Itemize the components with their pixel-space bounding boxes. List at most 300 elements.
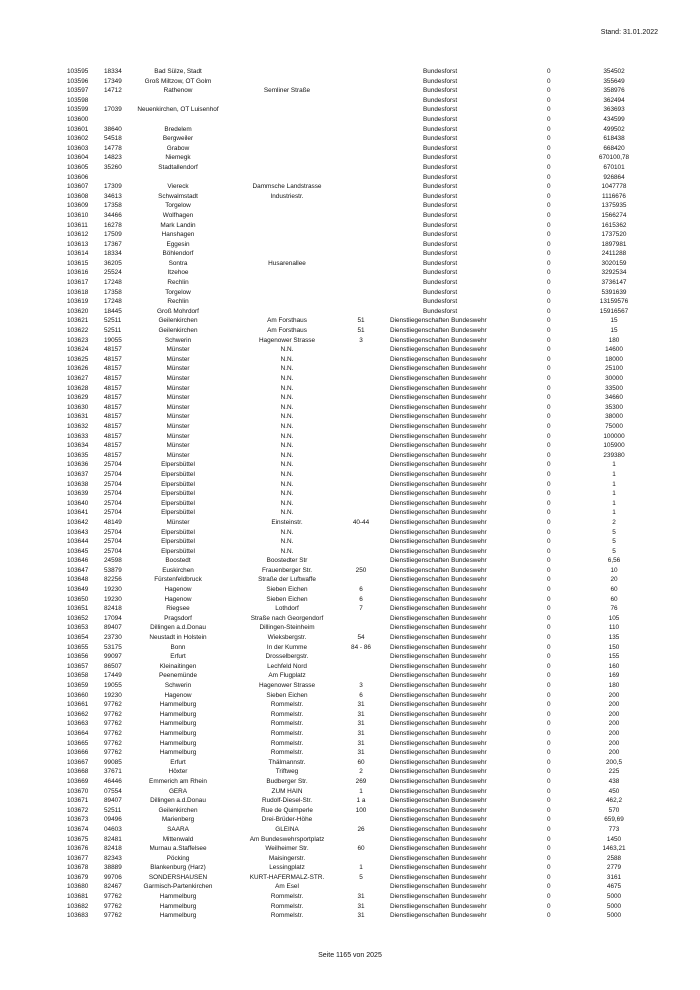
amount: 239380 — [603, 451, 625, 459]
house-number: 1 — [359, 864, 363, 872]
row-id: 103628 — [67, 384, 89, 392]
zero-value: 0 — [547, 68, 551, 75]
table-row — [0, 575, 700, 585]
street: GLEINA — [275, 825, 299, 833]
table-row — [0, 595, 700, 605]
postal-code: 17449 — [104, 672, 122, 680]
category: Bundesforst — [423, 279, 458, 287]
category: Dienstliegenschaften Bundeswehr — [390, 413, 487, 421]
street: N.N. — [280, 432, 294, 440]
city: Hammelburg — [159, 720, 197, 728]
postal-code: 97762 — [104, 912, 122, 920]
table-row — [0, 221, 700, 231]
street: Frauenberger Str. — [261, 566, 313, 574]
row-id: 103634 — [67, 442, 89, 450]
category: Dienstliegenschaften Bundeswehr — [390, 509, 487, 517]
amount: 105 — [608, 614, 620, 622]
street: Rommelstr. — [270, 902, 304, 910]
zero-value: 0 — [547, 231, 551, 239]
zero-value: 0 — [547, 653, 551, 661]
amount: 4675 — [606, 883, 622, 891]
postal-code: 48157 — [104, 451, 122, 459]
postal-code: 82418 — [104, 605, 122, 613]
zero-value: 0 — [547, 538, 551, 546]
city: Elpersbüttel — [161, 547, 195, 555]
category: Bundesforst — [423, 96, 458, 104]
zero-value: 0 — [547, 864, 551, 872]
city: Hammelburg — [159, 893, 197, 901]
postal-code: 97762 — [104, 729, 122, 737]
category: Dienstliegenschaften Bundeswehr — [390, 749, 487, 757]
category: Dienstliegenschaften Bundeswehr — [390, 854, 487, 862]
row-id: 103623 — [67, 336, 89, 344]
street: Straße nach Georgendorf — [250, 614, 324, 622]
row-id: 103621 — [67, 317, 89, 325]
amount: 1 — [612, 461, 616, 469]
row-id: 103639 — [67, 490, 89, 498]
postal-code: 48157 — [104, 403, 122, 411]
zero-value: 0 — [547, 614, 551, 622]
table-row — [0, 604, 700, 614]
street: N.N. — [280, 480, 294, 488]
zero-value: 0 — [547, 691, 551, 699]
amount: 1615362 — [601, 221, 627, 229]
city: Hagenow — [164, 691, 192, 699]
zero-value: 0 — [547, 854, 551, 862]
table-row — [0, 105, 700, 115]
amount: 462,2 — [606, 797, 622, 805]
amount: 1 — [612, 470, 616, 478]
zero-value: 0 — [547, 845, 551, 853]
zero-value: 0 — [547, 480, 551, 488]
street: Am Flugplatz — [268, 672, 306, 680]
street: Einsteinstr. — [271, 518, 303, 526]
category: Dienstliegenschaften Bundeswehr — [390, 576, 487, 584]
category: Dienstliegenschaften Bundeswehr — [390, 893, 487, 901]
zero-value: 0 — [547, 835, 551, 843]
table-row — [0, 144, 700, 154]
row-id: 103653 — [67, 624, 89, 632]
postal-code: 48157 — [104, 346, 122, 354]
amount: 160 — [608, 662, 620, 670]
table-row — [0, 566, 700, 576]
street: ZUM HAIN — [271, 787, 303, 795]
postal-code: 25704 — [104, 499, 122, 507]
amount: 362494 — [603, 96, 625, 104]
table-row — [0, 767, 700, 777]
row-id: 103625 — [67, 355, 89, 363]
category: Bundesforst — [423, 154, 458, 162]
table-row — [0, 748, 700, 758]
zero-value: 0 — [547, 902, 551, 910]
amount: 1047778 — [601, 183, 627, 191]
city: Dillingen a.d.Donau — [150, 624, 206, 632]
table-row — [0, 585, 700, 595]
table-row — [0, 182, 700, 192]
street: N.N. — [280, 422, 294, 430]
zero-value: 0 — [547, 634, 551, 642]
row-id: 103606 — [67, 173, 89, 181]
street: Drosselbergstr. — [265, 653, 309, 661]
amount: 200,5 — [606, 758, 622, 766]
table-row — [0, 125, 700, 135]
postal-code: 18334 — [104, 250, 122, 258]
postal-code: 19230 — [104, 586, 122, 594]
city: Hammelburg — [159, 701, 197, 709]
table-row — [0, 432, 700, 442]
row-id: 103644 — [67, 538, 89, 546]
city: Elpersbüttel — [161, 490, 195, 498]
postal-code: 09496 — [104, 816, 122, 824]
row-id: 103638 — [67, 480, 89, 488]
postal-code: 14823 — [104, 154, 122, 162]
row-id: 103665 — [67, 739, 89, 747]
house-number: 31 — [357, 729, 365, 737]
amount: 34660 — [605, 394, 623, 402]
table-row — [0, 806, 700, 816]
house-number: 26 — [357, 825, 365, 833]
row-id: 103641 — [67, 509, 89, 517]
zero-value: 0 — [547, 192, 551, 200]
table-row — [0, 547, 700, 557]
table-row — [0, 288, 700, 298]
city: Münster — [166, 422, 190, 430]
zero-value: 0 — [547, 154, 551, 162]
city: Murnau a.Staffelsee — [149, 845, 207, 853]
amount: 5 — [612, 538, 616, 546]
house-number: 31 — [357, 912, 365, 920]
row-id: 103656 — [67, 653, 89, 661]
city: Garmisch-Partenkirchen — [143, 883, 213, 891]
amount: 618438 — [603, 135, 625, 143]
table-row — [0, 211, 700, 221]
zero-value: 0 — [547, 787, 551, 795]
row-id: 103598 — [67, 96, 89, 104]
city: Hagenow — [164, 586, 192, 594]
city: Hammelburg — [159, 710, 197, 718]
city: Pragsdorf — [164, 614, 192, 622]
zero-value: 0 — [547, 115, 551, 123]
street: Rommelstr. — [270, 739, 304, 747]
table-row — [0, 374, 700, 384]
city: Münster — [166, 442, 190, 450]
street: N.N. — [280, 394, 294, 402]
amount: 3161 — [606, 873, 622, 881]
postal-code: 17248 — [104, 279, 122, 287]
city: Dillingen a.d.Donau — [150, 797, 206, 805]
category: Dienstliegenschaften Bundeswehr — [390, 672, 487, 680]
category: Dienstliegenschaften Bundeswehr — [390, 394, 487, 402]
category: Dienstliegenschaften Bundeswehr — [390, 614, 487, 622]
category: Dienstliegenschaften Bundeswehr — [390, 777, 487, 785]
amount: 15 — [610, 327, 618, 335]
postal-code: 25704 — [104, 528, 122, 536]
zero-value: 0 — [547, 327, 551, 335]
amount: 670100,78 — [598, 154, 630, 162]
row-id: 103636 — [67, 461, 89, 469]
category: Dienstliegenschaften Bundeswehr — [390, 653, 487, 661]
category: Bundesforst — [423, 115, 458, 123]
city: Geilenkirchen — [158, 327, 198, 335]
amount: 926864 — [603, 173, 625, 181]
zero-value: 0 — [547, 96, 551, 104]
city: Rechlin — [167, 298, 189, 306]
house-number: 250 — [355, 566, 367, 574]
city: Boostedt — [165, 557, 191, 565]
postal-code: 99085 — [104, 758, 122, 766]
zero-value: 0 — [547, 528, 551, 536]
table-row — [0, 911, 700, 921]
city: Bonn — [170, 643, 186, 651]
amount: 6,56 — [607, 557, 621, 565]
zero-value: 0 — [547, 912, 551, 920]
table-row — [0, 345, 700, 355]
category: Dienstliegenschaften Bundeswehr — [390, 691, 487, 699]
amount: 499502 — [603, 125, 625, 133]
table-row — [0, 700, 700, 710]
table-row — [0, 633, 700, 643]
house-number: 60 — [357, 758, 365, 766]
row-id: 103681 — [67, 893, 89, 901]
street: Rue de Quimperle — [261, 806, 313, 814]
street: N.N. — [280, 490, 294, 498]
zero-value: 0 — [547, 135, 551, 143]
street: N.N. — [280, 346, 294, 354]
row-id: 103604 — [67, 154, 89, 162]
zero-value: 0 — [547, 643, 551, 651]
street: Rommelstr. — [270, 912, 304, 920]
category: Dienstliegenschaften Bundeswehr — [390, 729, 487, 737]
house-number: 6 — [359, 691, 363, 699]
postal-code: 25524 — [104, 269, 122, 277]
zero-value: 0 — [547, 144, 551, 152]
zero-value: 0 — [547, 346, 551, 354]
amount: 3020159 — [601, 259, 627, 267]
amount: 18000 — [605, 355, 623, 363]
postal-code: 16278 — [104, 221, 122, 229]
row-id: 103669 — [67, 777, 89, 785]
category: Dienstliegenschaften Bundeswehr — [390, 317, 487, 325]
table-row — [0, 201, 700, 211]
row-id: 103668 — [67, 768, 89, 776]
city: Emmerich am Rhein — [149, 777, 207, 785]
amount: 1566274 — [601, 211, 627, 219]
amount: 2411288 — [601, 250, 627, 258]
zero-value: 0 — [547, 365, 551, 373]
city: SONDERSHAUSEN — [148, 873, 208, 881]
amount: 30000 — [605, 375, 623, 382]
table-row — [0, 96, 700, 106]
postal-code: 97762 — [104, 902, 122, 910]
category: Dienstliegenschaften Bundeswehr — [390, 470, 487, 478]
postal-code: 48157 — [104, 365, 122, 373]
city: Münster — [166, 394, 190, 402]
category: Bundesforst — [423, 192, 458, 200]
house-number: 31 — [357, 893, 365, 901]
row-id: 103670 — [67, 787, 89, 795]
category: Dienstliegenschaften Bundeswehr — [390, 643, 487, 651]
postal-code: 53879 — [104, 566, 122, 574]
category: Dienstliegenschaften Bundeswehr — [390, 432, 487, 440]
table-row — [0, 480, 700, 490]
postal-code: 19230 — [104, 691, 122, 699]
zero-value: 0 — [547, 682, 551, 689]
postal-code: 54518 — [104, 135, 122, 143]
category: Dienstliegenschaften Bundeswehr — [390, 710, 487, 718]
postal-code: 48157 — [104, 355, 122, 363]
category: Bundesforst — [423, 298, 458, 306]
amount: 14600 — [605, 346, 623, 354]
table-row — [0, 268, 700, 278]
postal-code: 17358 — [104, 288, 122, 296]
postal-code: 52511 — [104, 327, 122, 335]
house-number: 31 — [357, 749, 365, 757]
house-number: 5 — [359, 873, 363, 881]
postal-code: 48157 — [104, 375, 122, 382]
row-id: 103640 — [67, 499, 89, 507]
table-row — [0, 460, 700, 470]
table-row — [0, 240, 700, 250]
row-id: 103607 — [67, 183, 89, 191]
zero-value: 0 — [547, 259, 551, 267]
row-id: 103647 — [67, 566, 89, 574]
category: Dienstliegenschaften Bundeswehr — [390, 451, 487, 459]
table-row — [0, 835, 700, 845]
row-id: 103632 — [67, 422, 89, 430]
zero-value: 0 — [547, 250, 551, 258]
street: Dillingen-Steinheim — [259, 624, 315, 632]
city: Elpersbüttel — [161, 509, 195, 517]
zero-value: 0 — [547, 624, 551, 632]
street: N.N. — [280, 355, 294, 363]
table-row — [0, 787, 700, 797]
table-row — [0, 115, 700, 125]
table-row — [0, 873, 700, 883]
house-number: 51 — [357, 327, 365, 335]
postal-code: 48157 — [104, 384, 122, 392]
street: N.N. — [280, 547, 294, 555]
postal-code: 89407 — [104, 797, 122, 805]
row-id: 103616 — [67, 269, 89, 277]
amount: 60 — [610, 595, 618, 603]
row-id: 103674 — [67, 825, 89, 833]
postal-code: 48157 — [104, 442, 122, 450]
city: Erfurt — [170, 758, 186, 766]
table-row — [0, 902, 700, 912]
postal-code: 19055 — [104, 336, 122, 344]
row-id: 103597 — [67, 87, 89, 95]
category: Dienstliegenschaften Bundeswehr — [390, 336, 487, 344]
table-row — [0, 316, 700, 326]
row-id: 103603 — [67, 144, 89, 152]
category: Dienstliegenschaften Bundeswehr — [390, 490, 487, 498]
data-table — [0, 67, 700, 921]
category: Bundesforst — [423, 183, 458, 191]
row-id: 103663 — [67, 720, 89, 728]
amount: 1 — [612, 490, 616, 498]
zero-value: 0 — [547, 672, 551, 680]
street: Straße der Luftwaffe — [258, 576, 316, 584]
category: Bundesforst — [423, 269, 458, 277]
category: Dienstliegenschaften Bundeswehr — [390, 403, 487, 411]
zero-value: 0 — [547, 825, 551, 833]
street: Industriestr. — [270, 192, 304, 200]
zero-value: 0 — [547, 777, 551, 785]
house-number: 7 — [359, 605, 363, 613]
category: Bundesforst — [423, 68, 458, 75]
table-row — [0, 815, 700, 825]
city: GERA — [168, 787, 188, 795]
house-number: 54 — [357, 634, 365, 642]
row-id: 103658 — [67, 672, 89, 680]
amount: 773 — [608, 825, 620, 833]
zero-value: 0 — [547, 729, 551, 737]
zero-value: 0 — [547, 269, 551, 277]
row-id: 103654 — [67, 634, 89, 642]
row-id: 103643 — [67, 528, 89, 536]
zero-value: 0 — [547, 163, 551, 171]
row-id: 103646 — [67, 557, 89, 565]
table-row — [0, 681, 700, 691]
city: Münster — [166, 355, 190, 363]
amount: 38000 — [605, 413, 623, 421]
city: Groß Miltzow, OT Golm — [144, 77, 212, 85]
category: Bundesforst — [423, 144, 458, 152]
category: Bundesforst — [423, 288, 458, 296]
table-row — [0, 556, 700, 566]
table-row — [0, 671, 700, 681]
city: Eggesin — [166, 240, 190, 248]
category: Bundesforst — [423, 163, 458, 171]
city: Geilenkirchen — [158, 806, 198, 814]
postal-code: 19230 — [104, 595, 122, 603]
city: Blankenburg (Harz) — [150, 864, 206, 872]
table-row — [0, 278, 700, 288]
postal-code: 82418 — [104, 845, 122, 853]
house-number: 3 — [359, 336, 363, 344]
postal-code: 25704 — [104, 470, 122, 478]
row-id: 103661 — [67, 701, 89, 709]
category: Dienstliegenschaften Bundeswehr — [390, 595, 487, 603]
postal-code: 17349 — [104, 77, 122, 85]
zero-value: 0 — [547, 432, 551, 440]
street: Rommelstr. — [270, 729, 304, 737]
row-id: 103682 — [67, 902, 89, 910]
table-row — [0, 412, 700, 422]
row-id: 103610 — [67, 211, 89, 219]
zero-value: 0 — [547, 173, 551, 181]
city: Elpersbüttel — [161, 528, 195, 536]
page-footer: Seite 1165 von 2025 — [318, 952, 382, 959]
amount: 5 — [612, 528, 616, 536]
category: Dienstliegenschaften Bundeswehr — [390, 806, 487, 814]
postal-code: 37671 — [104, 768, 122, 776]
city: Münster — [166, 384, 190, 392]
row-id: 103659 — [67, 682, 89, 689]
amount: 450 — [608, 787, 620, 795]
street: Husarenallee — [268, 259, 306, 267]
postal-code: 25704 — [104, 480, 122, 488]
street: Hagenower Strasse — [258, 336, 316, 344]
table-row — [0, 882, 700, 892]
city: Bredelem — [164, 125, 192, 133]
postal-code: 17309 — [104, 183, 122, 191]
row-id: 103677 — [67, 854, 89, 862]
city: Kleinaitingen — [159, 662, 197, 670]
amount: 60 — [610, 586, 618, 594]
category: Dienstliegenschaften Bundeswehr — [390, 825, 487, 833]
postal-code: 99706 — [104, 873, 122, 881]
